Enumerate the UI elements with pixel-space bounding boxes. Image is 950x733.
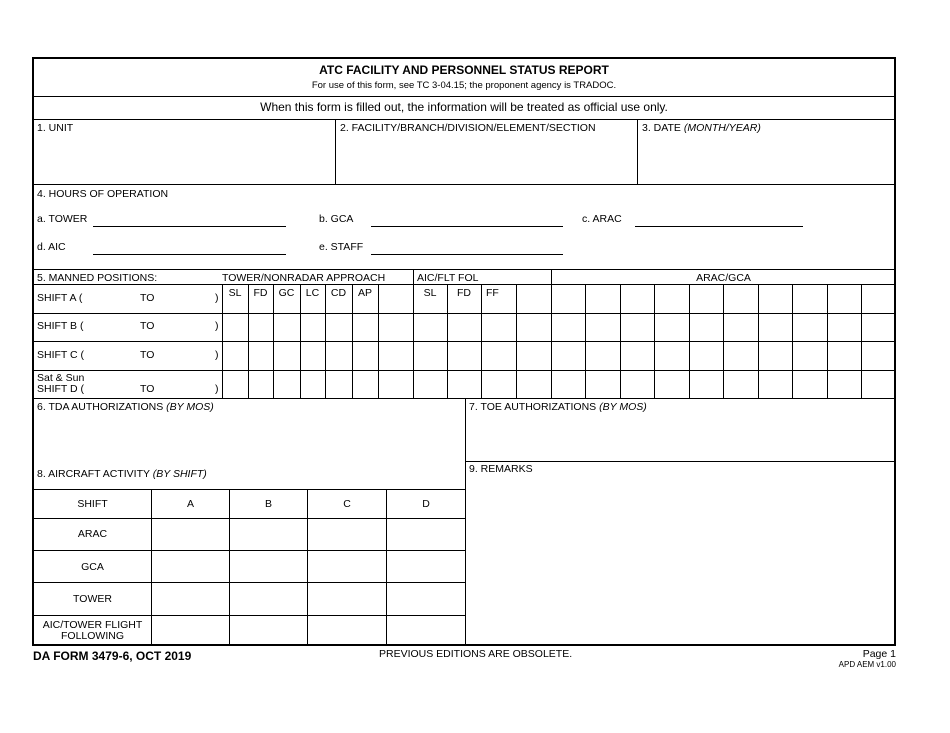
unit-label: 1. UNIT bbox=[37, 122, 74, 134]
close-paren: ) bbox=[215, 320, 219, 332]
arac-hours-field[interactable] bbox=[635, 226, 803, 227]
obsolete-notice: PREVIOUS EDITIONS ARE OBSOLETE. bbox=[379, 648, 573, 660]
shift-c-label: SHIFT C ( bbox=[37, 349, 85, 361]
remarks-label: 9. REMARKS bbox=[469, 463, 533, 475]
staff-hours-label: e. STAFF bbox=[319, 241, 364, 253]
arac-group-label: ARAC/GCA bbox=[696, 272, 751, 284]
shift-a-end-field[interactable] bbox=[160, 288, 212, 310]
divider bbox=[33, 489, 465, 490]
tower-col-header: AP bbox=[357, 287, 372, 299]
manned-label: 5. MANNED POSITIONS: bbox=[37, 272, 158, 284]
divider bbox=[151, 489, 152, 646]
tda-field[interactable] bbox=[34, 414, 464, 460]
aircraft-col-header: A bbox=[186, 498, 194, 510]
divider bbox=[33, 398, 895, 399]
tda-label-wrap bbox=[37, 401, 214, 413]
divider bbox=[300, 284, 301, 398]
divider bbox=[325, 284, 326, 398]
divider bbox=[33, 284, 895, 285]
tower-col-header: SL bbox=[228, 287, 242, 299]
divider bbox=[516, 284, 517, 398]
date-field[interactable] bbox=[638, 134, 894, 184]
remarks-field[interactable] bbox=[466, 476, 894, 644]
aic-group-label: AIC/FLT FOL bbox=[417, 272, 479, 284]
toe-label: 7. TOE AUTHORIZATIONS bbox=[469, 401, 597, 413]
to-label: TO bbox=[140, 349, 155, 361]
divider bbox=[33, 184, 895, 185]
aic-hours-label: d. AIC bbox=[37, 241, 66, 253]
close-paren: ) bbox=[215, 349, 219, 361]
aircraft-hint: (BY SHIFT) bbox=[152, 468, 207, 480]
divider bbox=[758, 284, 759, 398]
divider bbox=[33, 518, 465, 519]
divider bbox=[378, 284, 379, 398]
aircraft-col-header: D bbox=[422, 498, 430, 510]
aic-col-header: FF bbox=[486, 287, 499, 299]
divider bbox=[447, 284, 448, 398]
official-use-notice: When this form is filled out, the information will be treated as official use only. bbox=[260, 100, 668, 114]
shift-a-start-field[interactable] bbox=[96, 288, 136, 310]
hours-label: 4. HOURS OF OPERATION bbox=[37, 188, 169, 200]
tda-hint: (BY MOS) bbox=[166, 401, 214, 413]
toe-field[interactable] bbox=[466, 414, 894, 460]
tower-hours-field[interactable] bbox=[93, 226, 286, 227]
tda-label: 6. TDA AUTHORIZATIONS bbox=[37, 401, 164, 413]
shift-d-end-field[interactable] bbox=[160, 372, 212, 396]
divider bbox=[222, 284, 223, 398]
divider bbox=[248, 284, 249, 398]
to-label: TO bbox=[140, 320, 155, 332]
form-subtitle: For use of this form, see TC 3-04.15; the proponent agency is TRADOC. bbox=[311, 80, 617, 91]
tower-col-header: GC bbox=[278, 287, 295, 299]
aircraft-row-label: TOWER bbox=[73, 593, 112, 605]
date-hint: (MONTH/YEAR) bbox=[683, 122, 761, 134]
aircraft-row-label: ARAC bbox=[77, 528, 108, 540]
version-label: APD AEM v1.00 bbox=[838, 660, 896, 669]
divider bbox=[33, 96, 895, 97]
shift-d-pre-label: Sat & Sun bbox=[37, 372, 85, 384]
shift-d-label: SHIFT D ( bbox=[37, 383, 85, 395]
divider bbox=[413, 270, 414, 285]
divider bbox=[689, 284, 690, 398]
shift-c-end-field[interactable] bbox=[160, 344, 212, 368]
facility-field[interactable] bbox=[336, 134, 636, 184]
to-label: TO bbox=[140, 383, 155, 395]
shift-c-start-field[interactable] bbox=[96, 344, 136, 368]
tower-col-header: FD bbox=[253, 287, 268, 299]
divider bbox=[33, 615, 465, 616]
to-label: TO bbox=[140, 292, 155, 304]
aic-hours-field[interactable] bbox=[93, 254, 286, 255]
divider bbox=[273, 284, 274, 398]
aic-col-header: SL bbox=[423, 287, 437, 299]
divider bbox=[33, 341, 895, 342]
divider bbox=[33, 269, 895, 270]
staff-hours-field[interactable] bbox=[371, 254, 563, 255]
divider bbox=[33, 313, 895, 314]
divider bbox=[33, 582, 465, 583]
shift-d-start-field[interactable] bbox=[96, 372, 136, 396]
divider bbox=[620, 284, 621, 398]
divider bbox=[229, 489, 230, 646]
tower-hours-label: a. TOWER bbox=[37, 213, 88, 225]
aircraft-label: 8. AIRCRAFT ACTIVITY bbox=[37, 468, 150, 480]
date-label: 3. DATE bbox=[642, 122, 681, 134]
divider bbox=[551, 270, 552, 285]
aircraft-shift-header: SHIFT bbox=[77, 498, 108, 510]
toe-hint: (BY MOS) bbox=[599, 401, 647, 413]
shift-b-end-field[interactable] bbox=[160, 315, 212, 339]
close-paren: ) bbox=[215, 383, 219, 395]
aircraft-row-label: GCA bbox=[81, 561, 104, 573]
divider bbox=[33, 370, 895, 371]
divider bbox=[827, 284, 828, 398]
aircraft-row-label-line2: FOLLOWING bbox=[60, 630, 124, 642]
aircraft-label-wrap bbox=[37, 468, 207, 480]
divider bbox=[386, 489, 387, 646]
shift-a-label: SHIFT A ( bbox=[37, 292, 83, 304]
aircraft-row-label-line1: AIC/TOWER FLIGHT bbox=[42, 619, 143, 631]
form-id: DA FORM 3479-6, OCT 2019 bbox=[33, 649, 192, 663]
facility-label: 2. FACILITY/BRANCH/DIVISION/ELEMENT/SECTION bbox=[340, 122, 596, 134]
tower-col-header: LC bbox=[305, 287, 320, 299]
toe-label-wrap bbox=[469, 401, 647, 413]
divider bbox=[33, 119, 895, 120]
close-paren: ) bbox=[215, 292, 219, 304]
arac-hours-label: c. ARAC bbox=[582, 213, 622, 225]
tower-col-header: CD bbox=[330, 287, 347, 299]
divider bbox=[723, 284, 724, 398]
divider bbox=[413, 284, 414, 398]
gca-hours-label: b. GCA bbox=[319, 213, 354, 225]
gca-hours-field[interactable] bbox=[371, 226, 563, 227]
aic-col-header: FD bbox=[457, 287, 471, 299]
aircraft-col-header: B bbox=[264, 498, 272, 510]
page-number: Page 1 bbox=[862, 648, 896, 660]
shift-b-start-field[interactable] bbox=[96, 315, 136, 339]
aircraft-col-header: C bbox=[343, 498, 351, 510]
divider bbox=[792, 284, 793, 398]
date-label-wrap bbox=[642, 122, 761, 134]
divider bbox=[307, 489, 308, 646]
unit-field[interactable] bbox=[34, 134, 334, 184]
divider bbox=[551, 284, 552, 398]
tower-group-label: TOWER/NONRADAR APPROACH bbox=[222, 272, 386, 284]
shift-b-label: SHIFT B ( bbox=[37, 320, 84, 332]
divider bbox=[481, 284, 482, 398]
divider bbox=[861, 284, 862, 398]
divider bbox=[465, 461, 895, 462]
divider bbox=[33, 550, 465, 551]
form-title: ATC FACILITY AND PERSONNEL STATUS REPORT bbox=[319, 63, 609, 77]
divider bbox=[654, 284, 655, 398]
divider bbox=[352, 284, 353, 398]
divider bbox=[585, 284, 586, 398]
